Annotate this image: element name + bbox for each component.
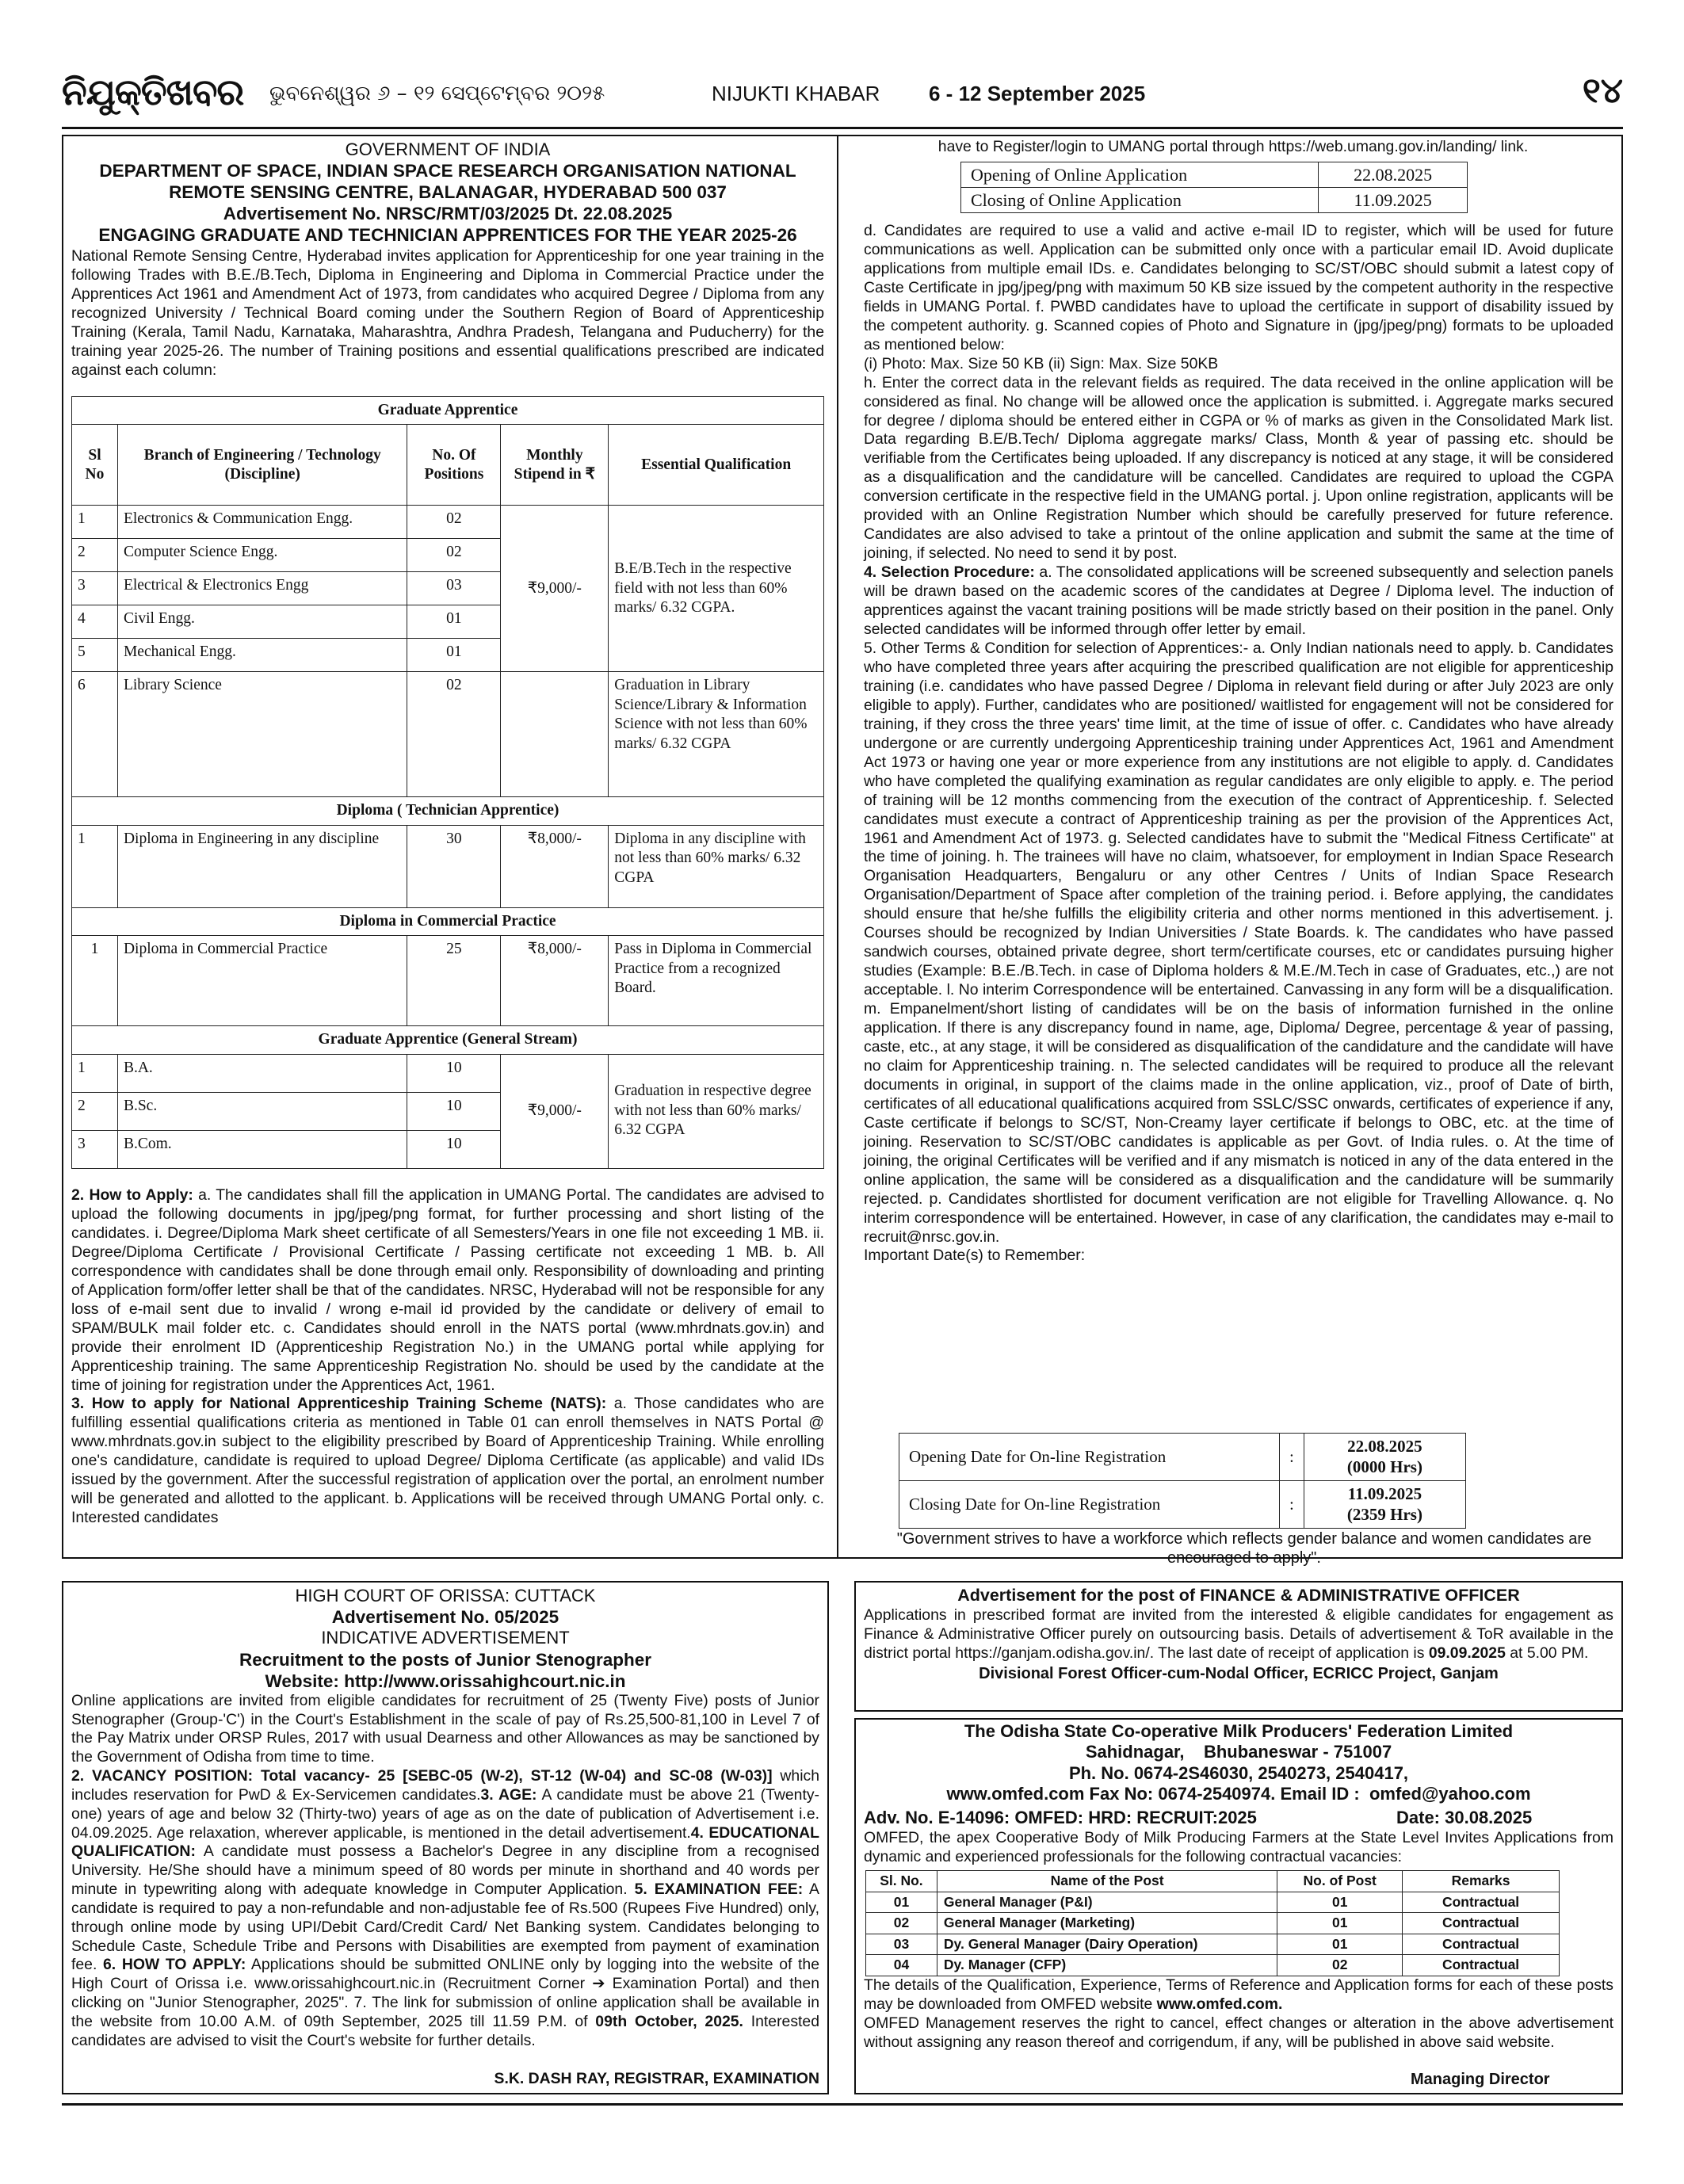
table-row <box>866 1955 1560 1976</box>
cell-positions: 02 <box>407 672 501 797</box>
closing-text: Interested candidates are advised to visit the Court's website for further details. <box>71 2012 819 2049</box>
cell-sl: 4 <box>72 605 118 639</box>
opening-label: Opening of Online Application <box>961 162 1319 188</box>
section-general-stream: Graduate Apprentice (General Stream) <box>72 1026 824 1054</box>
instructions-d-g: d. Candidates are required to use a valid and active e-mail ID to register, which will be used for future communications as well. Application can be submitted only once with a particular email ID. Avoid duplicate applications from multiple email IDs. e. Candidates belonging to SC/ST/OBC should submit a latest copy of Caste Certificate in jpg/jpeg/png with maximum 50 KB size issued by the competent authority in the respective fields in UMANG Portal. f. PWBD candidates have to upload the certificate in support of disability issued by the competent authority. g. Scanned copies of Photo and Signature in (jpg/jpeg/png) formats to be uploaded as mentioned below: <box>864 222 1613 353</box>
cell-positions: 10 <box>407 1054 501 1092</box>
cell-count: 01 <box>1277 1934 1403 1955</box>
indicative-advertisement: INDICATIVE ADVERTISEMENT <box>321 1628 570 1648</box>
issue-date: 6 - 12 September 2025 <box>929 82 1146 105</box>
header-branch: Branch of Engineering / Technology (Discipline) <box>117 425 407 506</box>
cell-qualification: Pass in Diploma in Commercial Practice from a recognized Board. <box>609 936 824 1026</box>
how-to-apply-text: a. The candidates shall fill the application in UMANG Portal. The candidates are advised to upload the following documents in jpg/jpeg/png format, for further processing and short listing of the candidates. i. Degree/Diploma Mark sheet certificate of all Semesters/Years in one file not exceeding 1 MB. ii. Degree/Diploma Certificate / Provisional Certificate / Passing certificate not exceeding 1 MB. b. All correspondence with candidates shall be done through email only. Responsibility of downloading and printing of Application form/offer letter shall be that of the candidates. NRSC, Hyderabad will not be responsible for any loss of e-mail sent due to invalid / wrong e-mail id provided by the candidate or delivery of email to SPAM/BULK mail folder etc. c. Candidates should enroll in the NATS portal (www.mhrdnats.gov.in) and provide their enrolment ID (Apprenticeship Registration No.) in the UMANG portal while applying for Apprenticeship training. The same Apprenticeship Registration No. should be used by the candidate at the time of joining for registration under the Apprentices Act, 1961. <box>71 1186 824 1394</box>
cell-sl: 1 <box>72 506 118 539</box>
ganjam-body <box>864 1606 1613 1663</box>
header-remarks: Remarks <box>1403 1871 1560 1892</box>
last-date: 09th October, 2025. <box>595 2012 743 2030</box>
registration-dates <box>899 1433 1466 1529</box>
cell-positions: 03 <box>407 572 501 605</box>
how-to-apply-title: 2. How to Apply: <box>71 1186 193 1204</box>
table-row <box>72 672 824 797</box>
cell-sl: 3 <box>72 572 118 605</box>
vacancy-count: Total vacancy- 25 [SEBC-05 (W-2), ST-12 (W-04) and SC-08 (W-03)] <box>253 1767 773 1785</box>
cell-sl: 03 <box>866 1934 937 1955</box>
education-title: 4. EDUCATIONAL QUALIFICATION: <box>71 1823 819 1861</box>
nrsc-gov-title: GOVERNMENT OF INDIA <box>345 139 551 159</box>
cell-qualification: B.E/B.Tech in the respective field with not less than 60% marks/ 6.32 CGPA. <box>609 506 824 672</box>
cell-branch: B.Com. <box>117 1130 407 1168</box>
section-diploma-technician: Diploma ( Technician Apprentice) <box>72 797 824 825</box>
omfed-header <box>864 1721 1613 1805</box>
reg-opening-date: 22.08.2025 <box>1347 1437 1422 1457</box>
ganjam-signatory: Divisional Forest Officer-cum-Nodal Officer, ECRICC Project, Ganjam <box>979 1665 1499 1683</box>
ganjam-body-text: Applications in prescribed format are invited from the interested & eligible candidates for engagement as Finance & Administrative Officer purely on outsourcing basis. Details of advertisement & ToR available in the district portal https://ganjam.odisha.gov.in/. The last date of receipt of application is <box>864 1606 1613 1662</box>
reg-closing-date: 11.09.2025 <box>1347 1484 1422 1504</box>
section-commercial-practice: Diploma in Commercial Practice <box>72 907 824 935</box>
cell-sl: 01 <box>866 1892 937 1913</box>
header-positions: No. Of Positions <box>407 425 501 506</box>
omfed-intro: OMFED, the apex Cooperative Body of Milk Producing Farmers at the State Level Invites Applications from dynamic and experienced professionals for the following contractual vacancies: <box>864 1829 1613 1865</box>
junior-stenographer-title: Recruitment to the posts of Junior Stenographer <box>239 1649 652 1670</box>
instructions-h-j: h. Enter the correct data in the relevant fields as required. The data received in the online application will be considered as final. No change will be allowed once the application is submitted. i. Aggregate marks secured for degree / diploma should be entered either in CGPA or % of marks as given in the Consolidated Mark list. Data regarding B.E/B.Tech/ Diploma aggregate marks/ Class, Month & year of passing etc. should be verifiable from the Certificates being uploaded. If any discrepancy is noticed at any stage, it will be considered as a disqualification and the candidature will be cancelled. Candidates are required to upload the CGPA conversion certificate in the respective field in the UMANG portal. j. Upon online registration, applicants will be provided with an Online Registration Number which should be carefully preserved for future reference. Candidates are also advised to take a printout of the online application and submit the same at the time of joining, if selected. No need to send it by post. <box>864 373 1613 563</box>
cell-stipend <box>501 672 609 797</box>
cell-remarks: Contractual <box>1403 1934 1560 1955</box>
table-row <box>72 936 824 1026</box>
vacancy-title: 2. VACANCY POSITION: <box>71 1767 254 1785</box>
colon: : <box>1280 1434 1304 1481</box>
omfed-website: www.omfed.com. <box>1156 1995 1283 2013</box>
cell-positions: 01 <box>407 605 501 639</box>
court-name: HIGH COURT OF ORISSA: CUTTACK <box>295 1586 596 1606</box>
cell-positions: 30 <box>407 825 501 907</box>
cell-branch: B.A. <box>117 1054 407 1092</box>
cell-positions: 01 <box>407 639 501 672</box>
cell-qualification: Diploma in any discipline with not less than 60% marks/ 6.32 CGPA <box>609 825 824 907</box>
court-details <box>71 1767 819 2050</box>
table-row <box>866 1934 1560 1955</box>
cell-sl: 1 <box>72 936 118 1026</box>
omfed-adv-date: Date: 30.08.2025 <box>1396 1808 1533 1827</box>
cell-qualification: Graduation in respective degree with not less than 60% marks/ 6.32 CGPA <box>609 1054 824 1168</box>
omfed-signatory: Managing Director <box>1411 2071 1550 2088</box>
other-terms: 5. Other Terms & Condition for selection of Apprentices:- a. Only Indian nationals need to apply. b. Candidates who have completed three years after acquiring the prescribed qualification are not eligible for apprenticeship training (i.e. candidates who have passed Degree / Diploma in relevant field during or after July 2023 are only eligible to apply). Further, candidates who are positioned/ waitlisted for engagement will not be considered for training, if they cross the three years' time limit, at the time of issue of offer. c. Candidates who have already undergone or are currently undergoing Apprenticeship training under Apprentices Act, 1961 and Amendment Act 1973 or having one year or more experience from any institutions are not eligible to apply. d. Candidates who have completed the qualifying examination as regular candidates are only eligible to apply. e. The period of training will be 12 months commencing from the execution of the contract of Apprenticeship. f. Selected candidates must execute a contract of Apprenticeship training as per the provision of the Apprentices Act, 1961 and Amendment Act of 1973. g. Selected candidates have to submit the "Medical Fitness Certificate" at the time of joining. h. The trainees will have no claim, whatsoever, for employment in Indian Space Research Organisation Headquarters, Bengaluru or any other Centres / Units of Indian Space Research Organisation/Department of Space after completion of the training period. i. Before applying, the candidates should ensure that he/she fulfills the eligibility criteria and other norms mentioned in this advertisement. j. Courses should be recognized by Indian Universities / State Boards. k. The candidates who have passed sandwich courses, obtained private degree, short term/certificate courses, etc or candidates pursuing higher studies (Example: B.E./B.Tech. in case of Diploma holders & M.E./M.Tech in case of Graduates, etc.,) are not acceptable. l. No interim Correspondence will be entertained. Canvassing in any form will be a disqualification. m. Empanelment/short listing of candidates will be on the basis of information furnished in the online application. If there is any discrepancy found in name, age, Diploma/ Degree, percentage & year of passing, caste, etc., at any stage, it will be considered as disqualification of the candidature and the candidate will have no claim for Apprenticeship training. n. The selected candidates will be required to produce all the relevant documents in original, in support of the claims made in the online application, viz., proof of Date of birth, certificates of all educational qualifications acquired from SSLC/SSC onwards, certificates of experience if any, Caste certificate if belongs to SC/ST, Non-Creamy layer certificate if belongs to OBC, etc. at the time of joining. Reservation to SC/ST/OBC candidates is applicable as per Govt. of India rules. o. At the time of joining, the original Certificates will be verified and if any mismatch is noticed in any of the data entered in the online application, the same will be considered as a disqualification and the candidature will be summarily rejected. p. Candidates shortlisted for document verification are not eligible for Travelling Allowance. q. No interim correspondence will be entertained. However, in case of any clarification, the candidates may e-mail to recruit@nrsc.gov.in. <box>864 639 1613 1246</box>
odia-dateline: ଭୁବନେଶ୍ୱର ୬ – ୧୨ ସେପ୍ଟେମ୍ବର ୨୦୨୫ <box>269 82 605 105</box>
bottom-rule <box>62 2103 1623 2106</box>
cell-branch: Library Science <box>117 672 407 797</box>
cell-sl: 2 <box>72 539 118 572</box>
nrsc-engaging-title: ENGAGING GRADUATE AND TECHNICIAN APPRENTICES FOR THE YEAR 2025-26 <box>98 225 797 246</box>
online-application-dates <box>960 162 1468 213</box>
cell-positions: 02 <box>407 506 501 539</box>
omfed-address: Sahidnagar, Bhubaneswar - 751007 <box>1085 1742 1392 1762</box>
cell-remarks: Contractual <box>1403 1892 1560 1913</box>
header-qualification: Essential Qualification <box>609 425 824 506</box>
masthead <box>62 70 1623 119</box>
cell-stipend: ₹8,000/- <box>501 825 609 907</box>
positions-table <box>71 396 824 1169</box>
nats-text: a. Those candidates who are fulfilling essential qualifications criteria as mentioned in Table 01 can enroll themselves in NATS Portal @ www.mhrdnats.gov.in subject to the eligibility prescribed by Board of Apprenticeship Training. While enrolling one's candidature, candidate is required to upload Degree/ Diploma Certificate (as applicable) and valid IDs issued by the government. After the successful registration of application over the portal, an enrolment number will be generated and allotted to the applicant. b. Applications will be received through UMANG Portal only. c. Interested candidates <box>71 1395 824 1527</box>
cell-sl: 02 <box>866 1913 937 1934</box>
cell-count: 01 <box>1277 1913 1403 1934</box>
header-sl-no: Sl. No. <box>866 1871 937 1892</box>
ganjam-title: Advertisement for the post of FINANCE & ADMINISTRATIVE OFFICER <box>957 1586 1520 1605</box>
court-signatory: S.K. DASH RAY, REGISTRAR, EXAMINATION <box>494 2070 819 2087</box>
omfed-adv-number: Adv. No. E-14096: OMFED: HRD: RECRUIT:2025 <box>864 1808 1257 1827</box>
cell-count: 02 <box>1277 1955 1403 1976</box>
selection-procedure <box>864 563 1613 640</box>
vacancy-text: which includes reservation for PwD & Ex-Servicemen candidates. <box>71 1767 819 1804</box>
court-intro: Online applications are invited from eligible candidates for recruitment of 25 (Twenty Five) posts of Junior Stenographer (Group-'C') in the Court's Establishment in the scale of pay of Rs.25,500-81,100 in Level 7 of the Pay Matrix under ORSP Rules, 2017 with usual Dearness and other Allowances as may be sanctioned by the Government of Odisha from time to time. <box>71 1691 819 1766</box>
how-to-apply-text: Applications should be submitted ONLINE only by logging into the website of the High Court of Orissa i.e. www.orissahighcourt.nic.in (Recruitment Corner ➔ Examination Portal) and then clicking on "Junior Stenographer, 2025". 7. The link for submission of online application shall be available in the website from 10.00 A.M. of 09th September, 2025 till 11.59 P.M. of <box>71 1956 820 2030</box>
table-row <box>72 506 824 539</box>
cell-stipend: ₹9,000/- <box>501 506 609 672</box>
cell-post: General Manager (Marketing) <box>937 1913 1277 1934</box>
nats-paragraph <box>71 1395 824 1528</box>
nats-title: 3. How to apply for National Apprenticeship Training Scheme (NATS): <box>71 1395 607 1413</box>
cell-remarks: Contractual <box>1403 1913 1560 1934</box>
ganjam-content <box>864 1586 1613 1684</box>
header-sl-no: Sl No <box>72 425 118 506</box>
omfed-phone: Ph. No. 0674-2S46030, 2540273, 2540417, <box>1068 1762 1409 1783</box>
header-stipend: Monthly Stipend in ₹ <box>501 425 609 506</box>
cell-branch: Electronics & Communication Engg. <box>117 506 407 539</box>
fee-title: 5. EXAMINATION FEE: <box>634 1880 804 1899</box>
age-text: A candidate must be above 21 (Twenty-one) years of age and below 32 (Thirty-two) years of age as on the date of publication of Advertisement i.e. 04.09.2025. Age relaxation, wherever applicable, is mentioned in the detail advertisement. <box>71 1785 819 1842</box>
omfed-details-text: The details of the Qualification, Experience, Terms of Reference and Application forms for each of these posts may be downloaded from OMFED website <box>864 1976 1613 2013</box>
cell-sl: 6 <box>72 672 118 797</box>
cell-stipend: ₹9,000/- <box>501 1054 609 1168</box>
ganjam-body-end: at 5.00 PM. <box>1505 1644 1589 1662</box>
cell-remarks: Contractual <box>1403 1955 1560 1976</box>
table-row <box>866 1913 1560 1934</box>
gender-balance-note: "Government strives to have a workforce which reflects gender balance and women candidates are encouraged to apply". <box>896 1530 1592 1567</box>
cell-positions: 02 <box>407 539 501 572</box>
omfed-title: The Odisha State Co-operative Milk Producers' Federation Limited <box>964 1721 1514 1741</box>
opening-date: 22.08.2025 <box>1319 162 1468 188</box>
reg-closing-label: Closing Date for On-line Registration <box>899 1481 1280 1529</box>
omfed-vacancy-table <box>865 1870 1560 1976</box>
court-website: Website: http://www.orissahighcourt.nic.in <box>265 1670 626 1691</box>
table-row <box>866 1892 1560 1913</box>
photo-sign-size: (i) Photo: Max. Size 50 KB (ii) Sign: Max. Size 50KB <box>864 354 1219 372</box>
cell-branch: Computer Science Engg. <box>117 539 407 572</box>
cell-sl: 2 <box>72 1092 118 1130</box>
cell-branch: Electrical & Electronics Engg <box>117 572 407 605</box>
important-dates-label: Important Date(s) to Remember: <box>864 1247 1086 1265</box>
education-text: A candidate must possess a Bachelor's Degree in any discipline from a recognised University. He/She should have a minimum speed of 80 words per minute in shorthand and 40 words per minute in typewriting along with adequate knowledge in Computer Application. <box>71 1842 819 1899</box>
top-rule <box>62 127 1623 129</box>
table-row <box>72 1054 824 1092</box>
umang-link-line: have to Register/login to UMANG portal through https://web.umang.gov.in/landing/ link. <box>937 138 1529 155</box>
cell-positions: 10 <box>407 1130 501 1168</box>
omfed-disclaimer: OMFED Management reserves the right to cancel, effect changes or alteration in the above advertisement without assigning any reason thereof and corrigendum, if any, will be published in above said website. <box>864 2014 1613 2051</box>
fee-text: A candidate is required to pay a non-refundable and non-adjustable fee of Rs.500 (Rupees Five Hundred) only, through online mode by using UPI/Debit Card/Credit Card/ Net Banking system. Candidates belonging to Schedule Caste, Schedule Tribe and Persons with Disabilities are exempted from payment of examination fee. <box>71 1880 819 1974</box>
cell-stipend: ₹8,000/- <box>501 936 609 1026</box>
page-number: ୧୪ <box>1582 71 1623 111</box>
reg-opening-label: Opening Date for On-line Registration <box>899 1434 1280 1481</box>
nrsc-right-body <box>864 222 1613 1266</box>
paper-name: NIJUKTI KHABAR <box>712 82 880 105</box>
cell-post: Dy. Manager (CFP) <box>937 1955 1277 1976</box>
cell-sl: 1 <box>72 1054 118 1092</box>
cell-positions: 10 <box>407 1092 501 1130</box>
cell-sl: 3 <box>72 1130 118 1168</box>
how-to-apply-paragraph <box>71 1186 824 1395</box>
nrsc-centre-address: REMOTE SENSING CENTRE, BALANAGAR, HYDERABAD 500 037 <box>169 182 727 203</box>
nrsc-header <box>71 139 824 380</box>
orissa-content <box>71 1586 819 2051</box>
selection-text: a. The consolidated applications will be screened subsequently and selection panels will be drawn based on the academic scores of the candidates at Degree / Diploma level. The induction of apprentices against the vacant training positions will be made strictly based on their position in the panel. Only selected candidates will be informed through offer letter by email. <box>864 563 1613 639</box>
cell-qualification: Graduation in Library Science/Library & Information Science with not less than 60% marks/ 6.32 CGPA <box>609 672 824 797</box>
cell-branch: Mechanical Engg. <box>117 639 407 672</box>
newspaper-brand: ନିଯୁକ୍ତିଖବର <box>62 71 244 113</box>
colon: : <box>1280 1481 1304 1529</box>
selection-title: 4. Selection Procedure: <box>864 563 1035 582</box>
cell-branch: Civil Engg. <box>117 605 407 639</box>
cell-branch: Diploma in Commercial Practice <box>117 936 407 1026</box>
nrsc-left-body <box>71 1186 824 1528</box>
column-divider <box>837 136 838 1557</box>
cell-post: Dy. General Manager (Dairy Operation) <box>937 1934 1277 1955</box>
section-graduate-apprentice: Graduate Apprentice <box>72 397 824 425</box>
cell-sl: 5 <box>72 639 118 672</box>
cell-positions: 25 <box>407 936 501 1026</box>
cell-post: General Manager (P&I) <box>937 1892 1277 1913</box>
ganjam-last-date: 09.09.2025 <box>1428 1644 1506 1662</box>
header-post-name: Name of the Post <box>937 1871 1277 1892</box>
omfed-footer <box>864 1976 1613 2052</box>
omfed-details <box>864 1976 1613 2014</box>
age-title: 3. AGE: <box>480 1785 537 1804</box>
cell-sl: 04 <box>866 1955 937 1976</box>
reg-closing-time: (2359 Hrs) <box>1346 1504 1422 1524</box>
cell-branch: B.Sc. <box>117 1092 407 1130</box>
omfed-web-email: www.omfed.com Fax No: 0674-2540974. Email ID : omfed@yahoo.com <box>946 1784 1531 1804</box>
table-row <box>72 825 824 907</box>
court-adv-number: Advertisement No. 05/2025 <box>331 1607 559 1628</box>
header-no-of-post: No. of Post <box>1277 1871 1403 1892</box>
reg-opening-time: (0000 Hrs) <box>1346 1457 1422 1476</box>
nrsc-dept-title: DEPARTMENT OF SPACE, INDIAN SPACE RESEARCH ORGANISATION NATIONAL <box>99 161 796 181</box>
cell-branch: Diploma in Engineering in any discipline <box>117 825 407 907</box>
cell-sl: 1 <box>72 825 118 907</box>
nrsc-intro: National Remote Sensing Centre, Hyderabad invites application for Apprenticeship for one year training in the following Trades with B.E./B.Tech, Diploma in Engineering and Diploma in Commercial Practice under the Apprentices Act 1961 and Amendment Act of 1973, from candidates who acquired Degree / Diploma from any recognized University / Technical Board coming under the Southern Region of Board of Apprenticeship Training (Kerala, Tamil Nadu, Karnataka, Maharashtra, Andhra Pradesh, Telangana and Puducherry) for the training year 2025-26. The number of Training positions and essential qualifications prescribed are indicated against each column: <box>71 247 824 380</box>
closing-date: 11.09.2025 <box>1319 188 1468 213</box>
how-to-apply-title: 6. HOW TO APPLY: <box>103 1956 246 1974</box>
nrsc-adv-number: Advertisement No. NRSC/RMT/03/2025 Dt. 22.08.2025 <box>223 204 673 224</box>
cell-count: 01 <box>1277 1892 1403 1913</box>
closing-label: Closing of Online Application <box>961 188 1319 213</box>
